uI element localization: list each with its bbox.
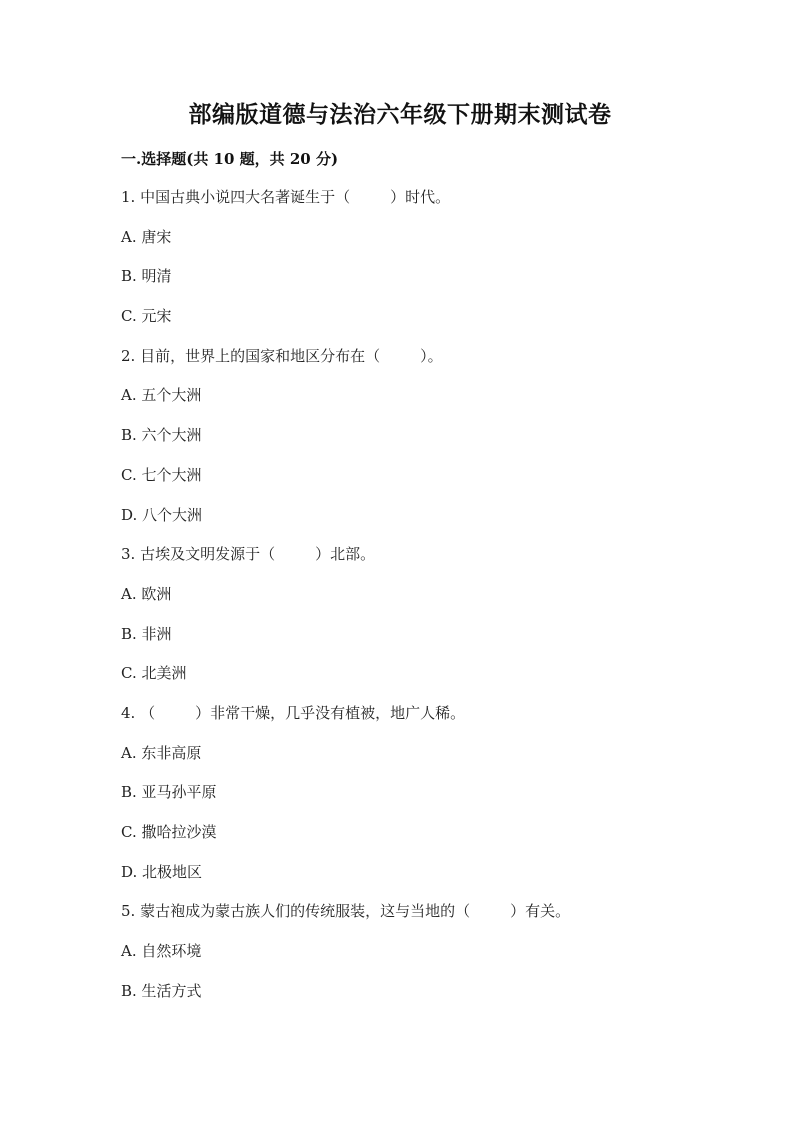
question-text: ）。 [420,346,443,365]
answer-option: B. 生活方式 [121,981,202,1000]
question-stem [121,187,721,227]
answer-option: C. 撒哈拉沙漠 [121,823,217,841]
page-title: 部编版道德与法治六年级下册期末测试卷 [188,101,612,128]
question-stem [121,901,721,941]
answer-option: C. 北美洲 [121,664,187,683]
question-text: 5. 蒙古袍成为蒙古族人们的传统服装，这与当地的（ [121,902,471,921]
answer-option: B. 六个大洲 [121,426,202,445]
question-text: 4. （ [121,703,156,722]
question-text: ）时代。 [390,188,451,206]
answer-option: C. 元宋 [121,307,172,326]
answer-option: A. 东非高原 [121,743,202,762]
question-text: 3. 古埃及文明发源于（ [121,545,276,564]
question-list [121,187,721,1020]
answer-option: D. 八个大洲 [121,505,203,524]
section-heading: 一.选择题(共 10 题，共 20 分) [121,150,339,168]
answer-option: B. 亚马孙平原 [121,783,217,802]
answer-option: B. 明清 [121,267,172,286]
question-text: ）有关。 [510,902,571,921]
question-text: 1. 中国古典小说四大名著诞生于（ [121,188,351,206]
answer-option: B. 非洲 [121,624,172,643]
question-stem [121,703,721,743]
answer-option: A. 自然环境 [121,942,202,961]
answer-option: C. 七个大洲 [121,465,202,484]
question-text: ）北部。 [315,545,376,564]
question-stem [121,346,721,386]
answer-option: A. 五个大洲 [121,386,202,405]
answer-option: D. 北极地区 [121,862,203,881]
question-stem [121,544,721,584]
question-text: ）非常干燥，几乎没有植被，地广人稀。 [195,703,466,722]
question-text: 2. 目前，世界上的国家和地区分布在（ [121,346,381,365]
answer-option: A. 欧洲 [121,584,172,603]
answer-option: A. 唐宋 [121,227,172,246]
